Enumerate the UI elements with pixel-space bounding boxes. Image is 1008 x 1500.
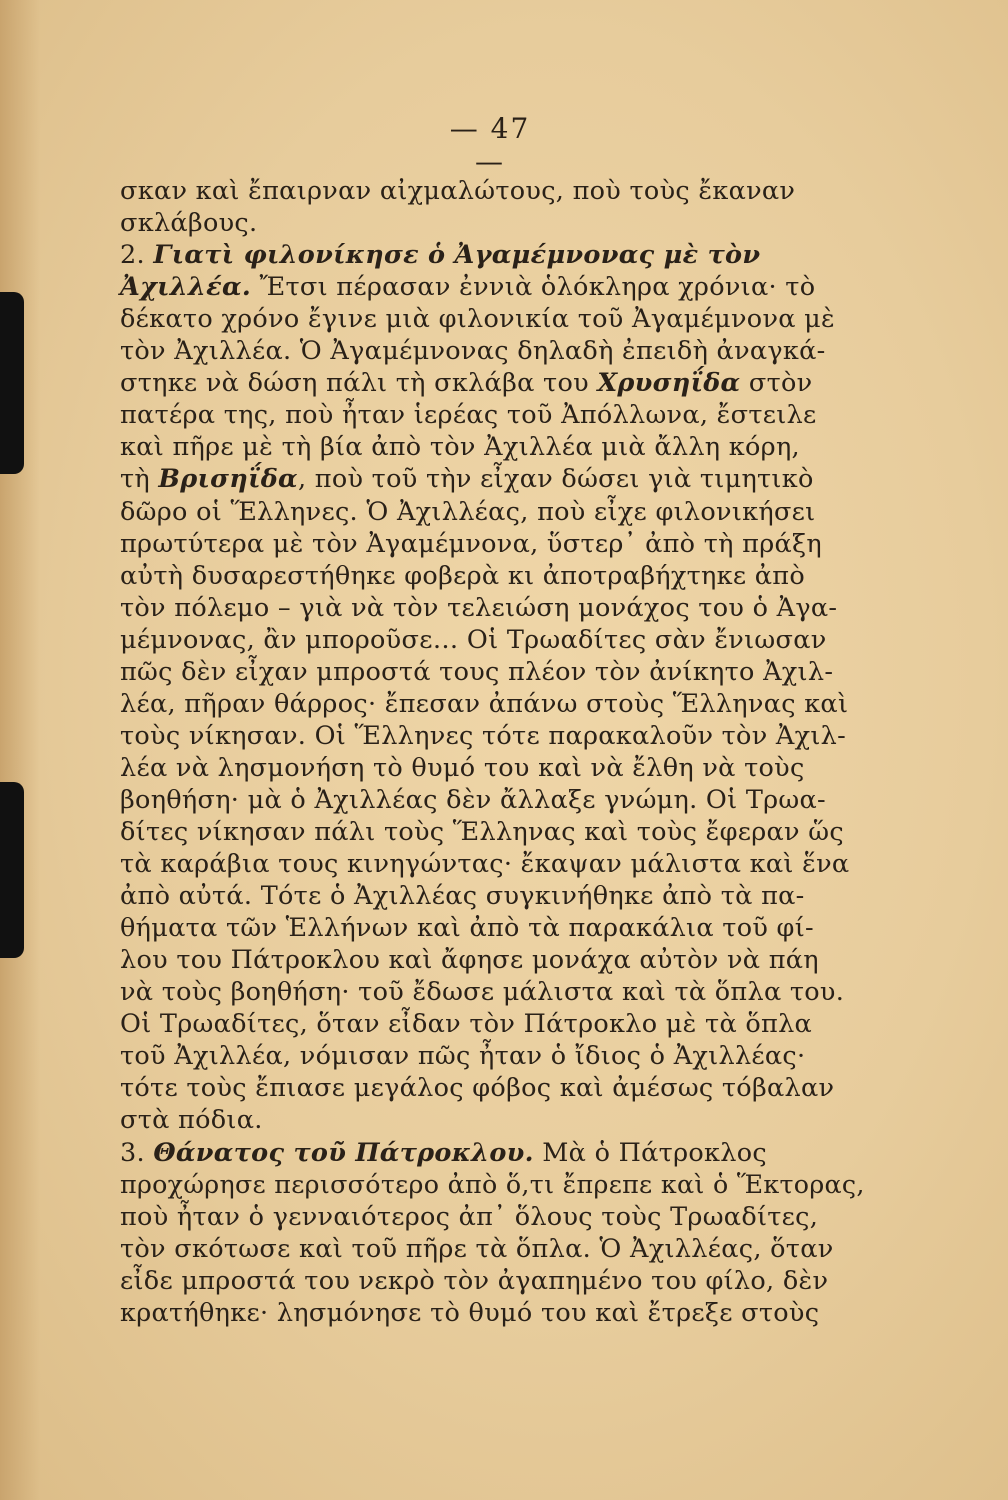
text-line [120,849,865,879]
text-run: στὸν [740,368,813,399]
text-line [120,336,865,366]
text-line [120,1169,865,1200]
binding-hole-lower [0,782,24,958]
text-run: τὸν Ἀχιλλέα. Ὁ Ἀγαμέμνονας δηλαδὴ ἐπειδὴ ἀναγκά- [120,336,826,367]
text-line [120,881,865,911]
text-run: δίτες νίκησαν πάλι τοὺς Ἕλληνας καὶ τοὺς ἔφεραν ὥς [120,817,844,847]
text-run: στηκε νὰ δώση πάλι τὴ σκλάβα του [120,368,598,399]
text-run: νὰ τοὺς βοηθήση· τοῦ ἔδωσε μάλιστα καὶ τὰ ὅπλα του. [120,977,845,1008]
text-run: πατέρα της, ποὺ ἦταν ἱερέας τοῦ Ἀπόλλωνα, ἔστειλε [120,400,817,431]
text-line [120,368,865,398]
text-line [120,1138,865,1168]
text-run: Μὰ ὁ Πάτροκλος [533,1137,767,1168]
text-run: τὴ [120,464,159,495]
text-line [120,272,865,302]
heading-run: Ἀχιλλέα. [120,272,252,303]
binding-hole-upper [0,292,24,474]
text-run: καὶ πῆρε μὲ τὴ βία ἀπὸ τὸν Ἀχιλλέα μιὰ ἄλλη κόρη, [120,432,800,463]
text-line [120,400,865,430]
text-run: αὐτὴ δυσαρεστήθηκε φοβερὰ κι ἀποτραβήχτηκε ἀπὸ [120,560,805,591]
text-line [120,497,865,527]
text-line [120,1202,865,1232]
text-line [120,753,865,783]
text-run: βοηθήση· μὰ ὁ Ἀχιλλέας δὲν ἄλλαξε γνώμη. Οἱ Τρωα- [120,784,826,815]
text-run: τὸν πόλεμο – γιὰ νὰ τὸν τελειώση μονάχος του ὁ Ἀγα- [120,592,838,623]
text-run: Ἔτσι πέρασαν ἐννιὰ ὁλόκληρα χρόνια· τὸ [251,272,816,303]
text-line [120,1073,865,1103]
heading-run: Βρισηΐδα [158,464,298,495]
text-run: , ποὺ τοῦ τὴν εἶχαν δώσει γιὰ τιμητικὸ [297,464,814,495]
text-run: λέα, πῆραν θάρρος· ἔπεσαν ἀπάνω στοὺς Ἕλληνας καὶ [120,688,849,719]
heading-run: Θάνατος τοῦ Πάτροκλου. [153,1137,534,1168]
text-line [120,913,865,943]
text-line [120,1041,865,1071]
text-line [120,1105,865,1135]
text-line [120,817,865,847]
text-run: στὰ πόδια. [120,1105,263,1136]
page-number: — 47 — [449,112,531,178]
text-line [120,561,865,591]
text-run: ποὺ ἦταν ὁ γενναιότερος ἀπ᾽ ὅλους τοὺς Τρωαδίτες, [120,1201,819,1232]
text-run: λέα νὰ λησμονήση τὸ θυμό του καὶ νὰ ἔλθη νὰ τοὺς [120,752,805,783]
text-line [120,529,865,559]
text-line [120,1009,865,1039]
text-line [120,977,865,1007]
text-run: τότε τοὺς ἔπιασε μεγάλος φόβος καὶ ἀμέσως τόβαλαν [120,1073,835,1104]
text-line [120,625,865,655]
text-run: εἶδε μπροστά του νεκρὸ τὸν ἀγαπημένο του φίλο, δὲν [120,1265,829,1296]
text-run: θήματα τῶν Ἑλλήνων καὶ ἀπὸ τὰ παρακάλια τοῦ φί- [120,913,814,944]
text-run: δῶρο οἱ Ἕλληνες. Ὁ Ἀχιλλέας, ποὺ εἶχε φιλονικήσει [120,496,816,527]
text-run: 2. [120,240,154,271]
text-run: κρατήθηκε· λησμόνησε τὸ θυμό του καὶ ἔτρεξε στοὺς [120,1297,820,1328]
text-run: προχώρησε περισσότερο ἀπὸ ὅ,τι ἔπρεπε καὶ ὁ Ἕκτορας, [120,1169,865,1200]
text-line [120,657,865,687]
text-run: μέμνονας, ἂν μποροῦσε… Οἱ Τρωαδίτες σὰν ἔνιωσαν [120,624,827,655]
text-run: 3. [120,1137,154,1168]
text-run: τὸν σκότωσε καὶ τοῦ πῆρε τὰ ὅπλα. Ὁ Ἀχιλλέας, ὅταν [120,1233,834,1264]
heading-run: Γιατὶ φιλονίκησε ὁ Ἀγαμέμνονας μὲ τὸν [153,240,761,271]
text-line [120,432,865,462]
text-line [120,304,865,334]
text-line [120,945,865,975]
heading-run: Χρυσηΐδα [597,368,741,399]
text-run: λου του Πάτροκλου καὶ ἄφησε μονάχα αὐτὸν νὰ πάη [120,945,819,976]
text-line [120,1298,865,1328]
text-line [120,176,865,206]
text-line [120,240,865,270]
text-run: τοὺς νίκησαν. Οἱ Ἕλληνες τότε παρακαλοῦν τὸν Ἀχιλ- [120,720,847,751]
text-run: Οἱ Τρωαδίτες, ὅταν εἶδαν τὸν Πάτροκλο μὲ τὰ ὅπλα [120,1009,813,1040]
text-run: τὰ καράβια τους κινηγώντας· ἔκαψαν μάλιστα καὶ ἕνα [120,849,850,880]
binding-holes [0,0,40,1500]
text-run: ἀπὸ αὐτά. Τότε ὁ Ἀχιλλέας συγκινήθηκε ἀπὸ τὰ πα- [120,881,805,912]
text-line [120,464,865,494]
text-run: τοῦ Ἀχιλλέα, νόμισαν πῶς ἦταν ὁ ἴδιος ὁ Ἀχιλλέας· [120,1041,806,1072]
text-line [120,785,865,815]
text-run: δέκατο χρόνο ἔγινε μιὰ φιλονικία τοῦ Ἀγαμέμνονα μὲ [120,304,836,335]
text-run: σκλάβους. [120,208,258,239]
text-line [120,721,865,751]
text-run: σκαν καὶ ἔπαιρναν αἰχμαλώτους, ποὺ τοὺς ἔκαναν [120,176,796,206]
text-line [120,208,865,238]
text-run: πρωτύτερα μὲ τὸν Ἀγαμέμνονα, ὕστερ᾽ ἀπὸ τὴ πράξη [120,528,822,559]
text-line [120,1234,865,1264]
text-line [120,689,865,719]
text-line [120,593,865,623]
text-run: πῶς δὲν εἶχαν μπροστά τους πλέον τὸν ἀνίκητο Ἀχιλ- [120,656,834,687]
text-line [120,1266,865,1296]
